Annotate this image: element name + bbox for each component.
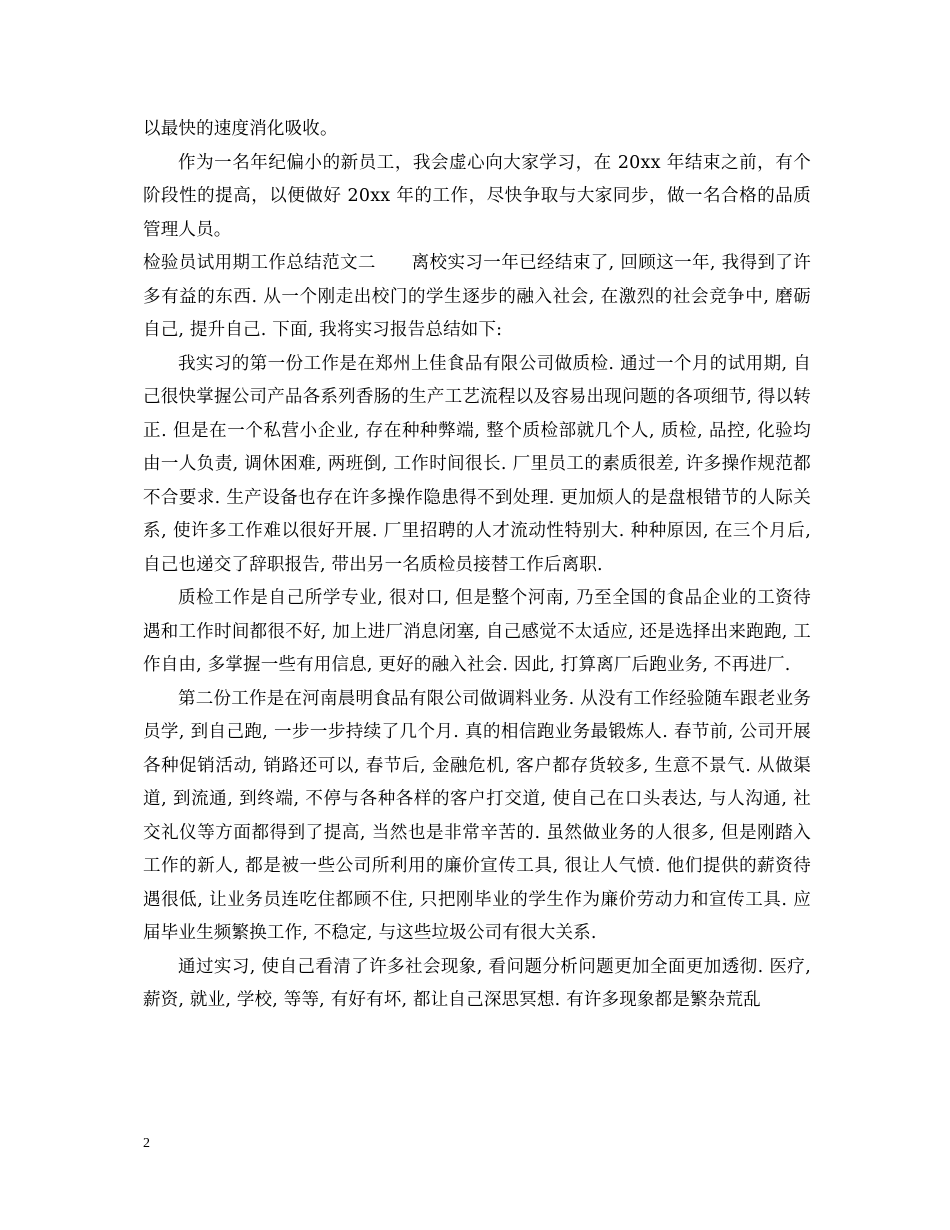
paragraph-3-section-heading: 检验员试用期工作总结范文二 离校实习一年已经结束了, 回顾这一年, 我得到了许多有益的东西. 从一个刚走出校门的学生逐步的融入社会, 在激烈的社会竞争中, 磨砺自己, 提升自己. 下面, 我将实习报告总结如下: [143,253,811,340]
paragraph-2: 作为一名年纪偏小的新员工，我会虚心向大家学习，在 20xx 年结束之前，有个阶段性的提高，以便做好 20xx 年的工作，尽快争取与大家同步，做一名合格的品质管理人员。 [143,152,811,240]
paragraph-4: 我实习的第一份工作是在郑州上佳食品有限公司做质检. 通过一个月的试用期, 自己很快掌握公司产品各系列香肠的生产工艺流程以及容易出现问题的各项细节, 得以转正. 但是在一个私营小企业, 存在种种弊端, 整个质检部就几个人, 质检, 品控, 化验均由一人负责, 调休困难, 两班倒, 工作时间很长. 厂里员工的素质很差, 许多操作规范都不合要求. 生产设备也存在许多操作隐患得不到处理. 更加烦人的是盘根错节的人际关系, 使许多工作难以很好开展. 厂里招聘的人才流动性特别大. 种种原因, 在三个月后, 自己也递交了辞职报告, 带出另一名质检员接替工作后离职. [143,353,811,575]
paragraph-7: 通过实习, 使自己看清了许多社会现象, 看问题分析问题更加全面更加透彻. 医疗, 薪资, 就业, 学校, 等等, 有好有坏, 都让自己深思冥想. 有许多现象都是繁杂荒乱 [143,956,811,1010]
page-number: 2 [143,1136,150,1151]
paragraph-5: 质检工作是自己所学专业, 很对口, 但是整个河南, 乃至全国的食品企业的工资待遇和工作时间都很不好, 加上进厂消息闭塞, 自己感觉不太适应, 还是选择出来跑跑, 工作自由, 多掌握一些有用信息, 更好的融入社会. 因此, 打算离厂后跑业务, 不再进厂. [143,588,811,675]
document-body [143,113,811,1018]
paragraph-6: 第二份工作是在河南晨明食品有限公司做调料业务. 从没有工作经验随车跟老业务员学, 到自己跑, 一步一步持续了几个月. 真的相信跑业务最锻炼人. 春节前, 公司开展各种促销活动, 销路还可以, 春节后, 金融危机, 客户都存货较多, 生意不景气. 从做渠道, 到流通, 到终端, 不停与各种各样的客户打交道, 使自己在口头表达, 与人沟通, 社交礼仪等方面都得到了提高, 当然也是非常辛苦的. 虽然做业务的人很多, 但是刚踏入工作的新人, 都是被一些公司所利用的廉价宣传工具, 很让人气愤. 他们提供的薪资待遇很低, 让业务员连吃住都顾不住, 只把刚毕业的学生作为廉价劳动力和宣传工具. 应届毕业生频繁换工作, 不稳定, 与这些垃圾公司有很大关系. [143,688,811,943]
paragraph-1: 以最快的速度消化吸收。 [143,119,338,139]
